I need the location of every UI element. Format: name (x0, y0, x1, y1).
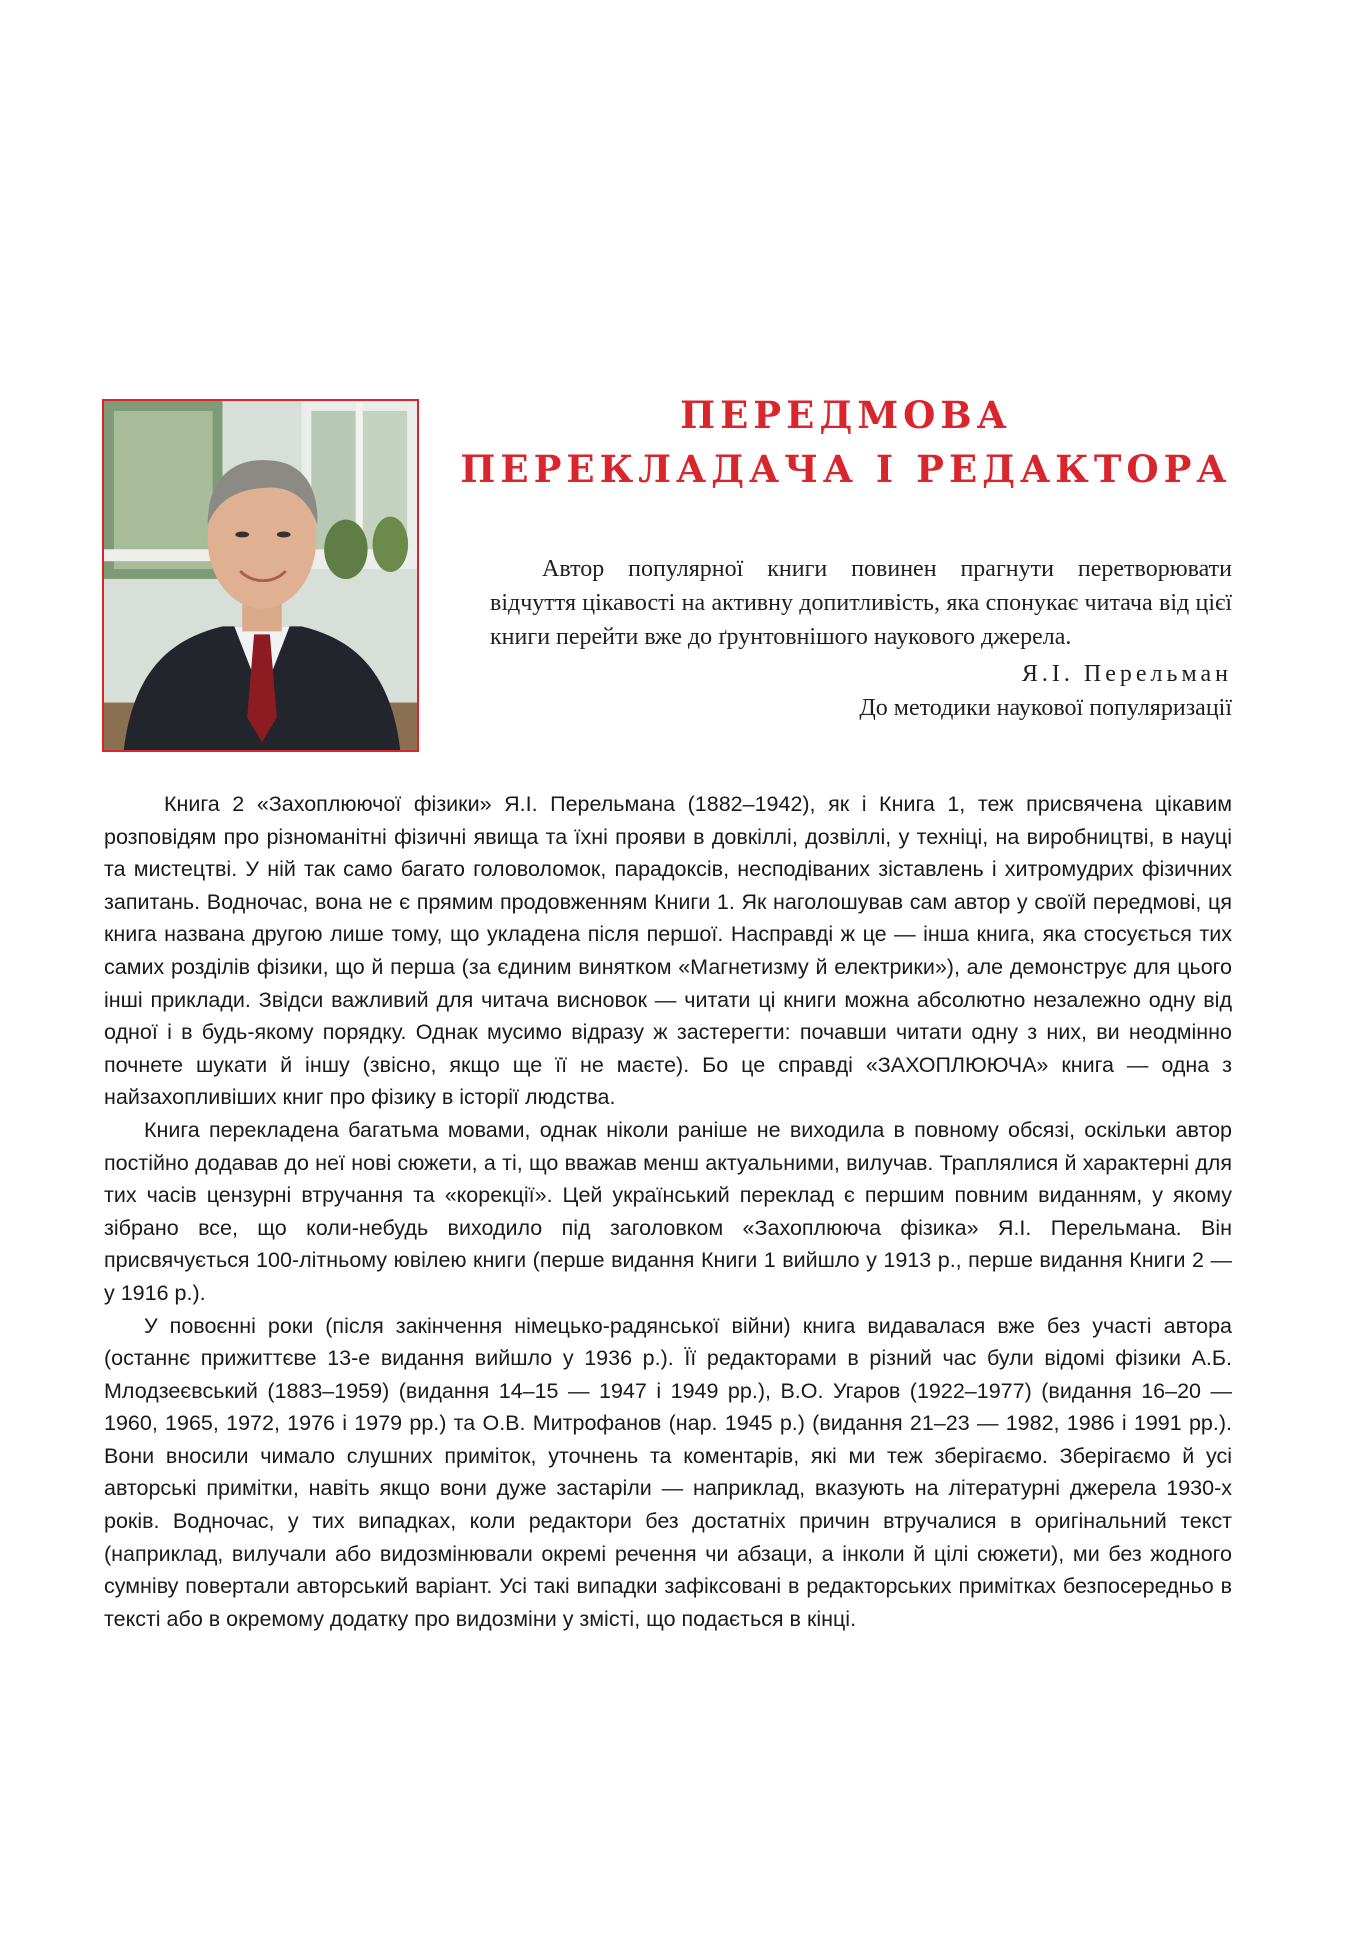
epigraph (490, 552, 1232, 725)
epigraph-source: До методики наукової популяризації (859, 695, 1232, 721)
paragraph-3: У повоєнні роки (після закінчення німецько-радянської війни) книга видавалася вже без участі автора (останнє прижиттєве 13-е видання вийшло у 1936 р.). Її редакторами в різний час були відомі фізики А.Б. Млодзеєвський (1883–1959) (видання 14–15 — 1947 і 1949 рр.), В.О. Угаров (1922–1977) (видання 16–20 — 1960, 1965, 1972, 1976 і 1979 рр.) та О.В. Митрофанов (нар. 1945 р.) (видання 21–23 — 1982, 1986 і 1991 рр.). Вони вносили чимало слушних приміток, уточнень та коментарів, які ми теж зберігаємо. Зберігаємо й усі авторські примітки, навіть якщо вони дуже застаріли — наприклад, вказують на літературні джерела 1930-х років. Водночас, у тих випадках, коли редактори без достатніх причин втручалися в оригінальний текст (наприклад, вилучали або видозмінювали окремі речення чи абзаци, а інколи й цілі сюжети), ми без жодного сумніву повертали авторський варіант. Усі такі випадки зафіксовані в редакторських примітках безпосередньо в тексті або в окремому додатку про видозміни у змісті, що подається в кінці. (104, 1313, 1232, 1631)
body-text (104, 788, 1232, 1635)
title-line-2: ПЕРЕКЛАДАЧА І РЕДАКТОРА (460, 447, 1232, 491)
paragraph-1: Книга 2 «Захоплюючої фізики» Я.І. Перельмана (1882–1942), як і Книга 1, теж присвячена цікавим розповідям про різноманітні фізичні явища та їхні прояви в довкіллі, дозвіллі, у техніці, на виробництві, в науці та мистецтві. У ній так само багато головоломок, парадоксів, несподіваних зіставлень і хитромудрих фізичних запитань. Водночас, вона не є прямим продовженням Книги 1. Як наголошував сам автор у своїй передмові, ця книга названа другою лише тому, що укладена після першої. Насправді ж це — інша книга, яка стосується тих самих розділів фізики, що й перша (за єдиним винятком «Магнетизму й електрики»), але демонструє для цього інші приклади. Звідси важливий для читача висновок — читати ці книги можна абсолютно незалежно одну від одної і в будь-якому порядку. Однак мусимо відразу ж застерегти: почавши читати одну з них, ви неодмінно почнете шукати й іншу (звісно, якщо ще її не маєте). Бо це справді «ЗАХОПЛЮЮЧА» книга — одна з найзахопливіших книг про фізику в історії людства. (104, 792, 1232, 1110)
epigraph-author: Я.І. Перельман (1021, 661, 1232, 687)
page-title (440, 388, 1252, 496)
portrait-illustration (104, 401, 417, 750)
paragraph-2: Книга перекладена багатьма мовами, однак ніколи раніше не виходила в повному обсязі, оскільки автор постійно додавав до неї нові сюжети, а ті, що вважав менш актуальними, вилучав. Траплялися й характерні для тих часів цензурні втручання та «корекції». Цей український переклад є першим повним виданням, у якому зібрано все, що коли-небудь виходило під заголовком «Захоплююча фізика» Я.І. Перельмана. Він присвячується 100-літньому ювілею книги (перше видання Книги 1 вийшло у 1913 р., перше видання Книги 2 — у 1916 р.). (104, 1117, 1232, 1305)
epigraph-quote: Автор популярної книги повинен прагнути перетворювати відчуття цікавості на активну допитливість, яка спонукає читача від цієї книги перейти вже до ґрунтовнішого наукового джерела. (490, 556, 1232, 650)
translator-portrait-photo (102, 399, 419, 752)
title-line-1: ПЕРЕДМОВА (680, 393, 1012, 437)
